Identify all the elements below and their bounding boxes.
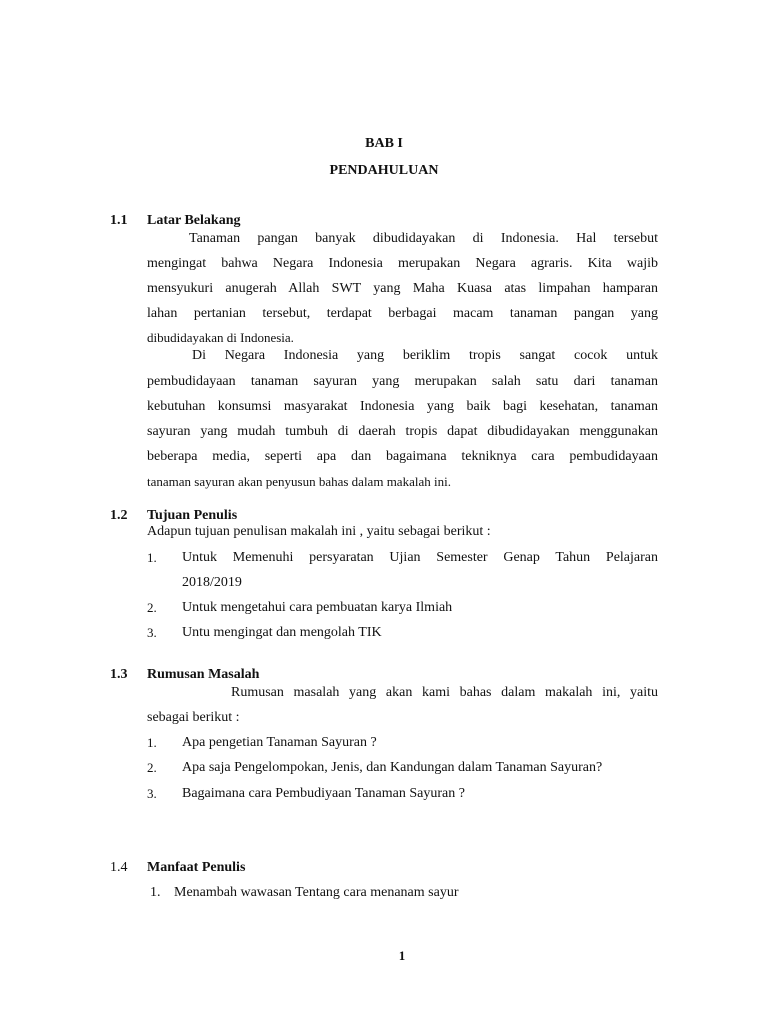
list-number: 2.	[147, 600, 157, 615]
list-number: 1.	[147, 550, 157, 565]
list-number: 1.	[150, 885, 161, 900]
list-number: 3.	[147, 786, 157, 801]
list-number: 3.	[147, 625, 157, 640]
list-item-continuation: 2018/2019	[182, 575, 242, 590]
section-title: Rumusan Masalah	[147, 667, 260, 682]
paragraph-line: mengingat bahwa Negara Indonesia merupakan Negara agraris. Kita wajib	[147, 256, 658, 271]
paragraph-line: Tanaman pangan banyak dibudidayakan di Indonesia. Hal tersebut	[189, 231, 658, 246]
list-item: Apa pengetian Tanaman Sayuran ?	[182, 735, 377, 750]
list-item: Bagaimana cara Pembudiyaan Tanaman Sayuran ?	[182, 786, 465, 801]
list-item: Untu mengingat dan mengolah TIK	[182, 625, 382, 640]
section-title: Manfaat Penulis	[147, 860, 246, 875]
paragraph-line: sayuran yang mudah tumbuh di daerah tropis dapat dibudidayakan menggunakan	[147, 424, 658, 439]
list-item: Menambah wawasan Tentang cara menanam sayur	[174, 885, 459, 900]
list-item: Apa saja Pengelompokan, Jenis, dan Kandungan dalam Tanaman Sayuran?	[182, 760, 603, 775]
paragraph-line: dibudidayakan di Indonesia.	[147, 330, 294, 345]
chapter-label: BAB I	[365, 136, 403, 151]
section-title: Latar Belakang	[147, 213, 241, 228]
section-number: 1.4	[110, 860, 128, 875]
section-number: 1.1	[110, 213, 128, 228]
list-item: Untuk Memenuhi persyaratan Ujian Semester Genap Tahun Pelajaran	[182, 550, 658, 565]
paragraph-line: pembudidayaan tanaman sayuran yang merupakan salah satu dari tanaman	[147, 374, 658, 389]
list-item: Untuk mengetahui cara pembuatan karya Ilmiah	[182, 600, 453, 615]
section-intro: sebagai berikut :	[147, 710, 240, 725]
paragraph-line: beberapa media, seperti apa dan bagaimana tekniknya cara pembudidayaan	[147, 449, 658, 464]
paragraph-line: tanaman sayuran akan penyusun bahas dalam makalah ini.	[147, 474, 451, 489]
paragraph-line: Di Negara Indonesia yang beriklim tropis sangat cocok untuk	[192, 348, 658, 363]
page-number: 1	[398, 948, 406, 963]
paragraph-line: lahan pertanian tersebut, terdapat berbagai macam tanaman pangan yang	[147, 306, 658, 321]
section-number: 1.3	[110, 667, 128, 682]
paragraph-line: mensyukuri anugerah Allah SWT yang Maha Kuasa atas limpahan hamparan	[147, 281, 658, 296]
section-intro: Adapun tujuan penulisan makalah ini , yaitu sebagai berikut :	[147, 524, 491, 539]
section-title: Tujuan Penulis	[147, 508, 238, 523]
list-number: 2.	[147, 760, 157, 775]
paragraph-line: kebutuhan konsumsi masyarakat Indonesia yang baik bagi kesehatan, tanaman	[147, 399, 658, 414]
list-number: 1.	[147, 735, 157, 750]
section-intro: Rumusan masalah yang akan kami bahas dalam makalah ini, yaitu	[231, 685, 658, 700]
section-number: 1.2	[110, 508, 128, 523]
chapter-title: PENDAHULUAN	[329, 163, 439, 178]
